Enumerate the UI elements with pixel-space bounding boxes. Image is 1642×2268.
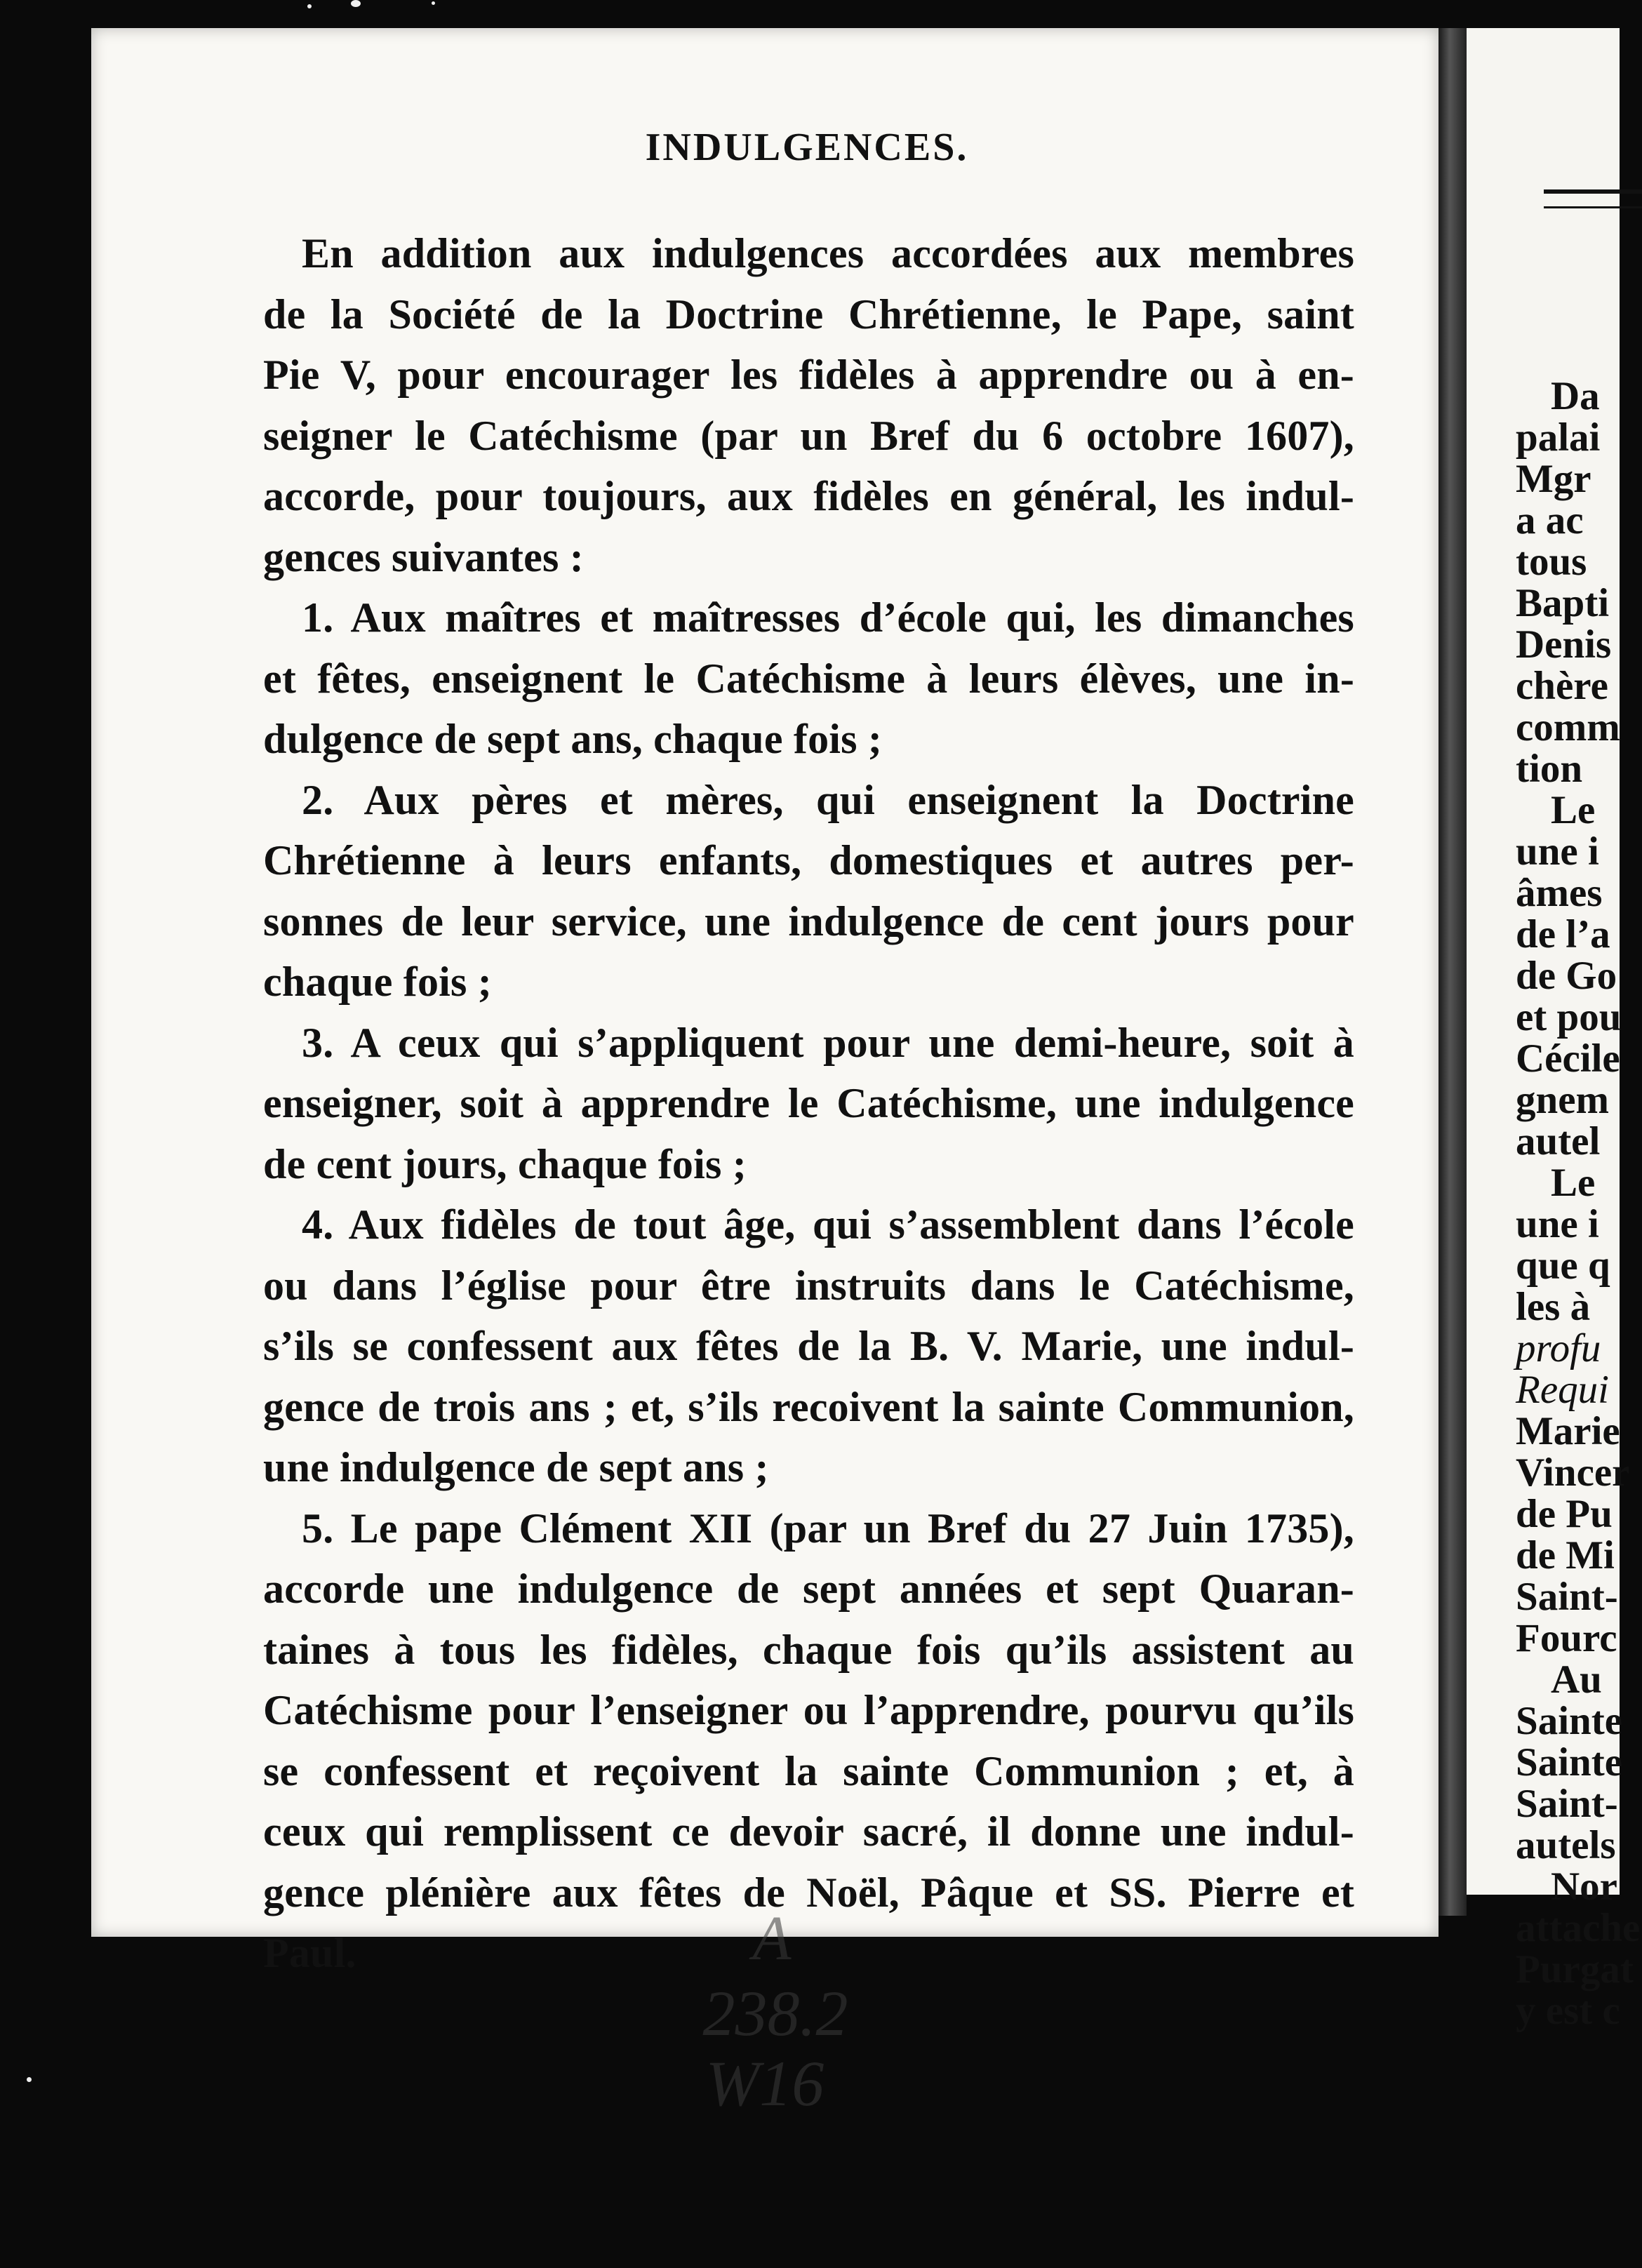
facing-line: Sainte [1516,1699,1623,1743]
page-title [0,125,1620,170]
text-line: une indulgence de sept ans ; [263,1444,769,1490]
text-line: Paul. [263,1930,356,1976]
facing-line: Da [1551,374,1600,418]
facing-line: attache [1516,1906,1641,1950]
facing-line: de l’a [1516,912,1610,956]
dust-speck [432,1,435,5]
text-line: et fêtes, enseignent le Catéchisme à leurs élèves, une in- [263,655,1354,702]
facing-line: Le [1551,788,1596,832]
facing-line: une i [1516,829,1599,874]
facing-line: les à [1516,1285,1591,1329]
text-line: Catéchisme pour l’enseigner ou l’apprendre, pourvu qu’ils [263,1687,1354,1733]
dust-speck [307,4,312,8]
facing-line: tous [1516,540,1587,584]
facing-line: tion [1516,747,1583,791]
facing-line: palai [1516,415,1601,460]
text-line: Pie V, pour encourager les fidèles à apprendre ou à en- [263,352,1354,398]
dust-speck [351,0,361,7]
text-line: 5. Le pape Clément XII (par un Bref du 27 Juin 1735), [302,1505,1354,1552]
facing-line: Requi [1516,1368,1609,1412]
facing-line: Nor [1551,1865,1617,1909]
page-title-text: INDULGENCES. [645,126,969,169]
facing-line: Purgat [1516,1947,1634,1992]
text-line: se confessent et reçoivent la sainte Communion ; et, à [263,1747,1354,1794]
facing-line: Cécile [1516,1036,1620,1081]
text-line: ceux qui remplissent ce devoir sacré, il donne une indul- [263,1808,1354,1855]
text-line: s’ils se confessent aux fêtes de la B. V. Marie, une indul- [263,1323,1354,1369]
dust-speck [27,2077,32,2082]
facing-line: y est c [1516,1989,1620,2033]
text-line: accorde une indulgence de sept années et sept Quaran- [263,1566,1354,1612]
facing-line: gnem [1516,1078,1609,1122]
text-line: accorde, pour toujours, aux fidèles en général, les indul- [263,473,1354,519]
text-line: dulgence de sept ans, chaque fois ; [263,716,883,762]
text-line: 2. Aux pères et mères, qui enseignent la Doctrine [302,776,1354,823]
text-line: seigner le Catéchisme (par un Bref du 6 octobre 1607), [263,412,1354,459]
facing-page-text [1516,375,1640,2032]
facing-line: Marie [1516,1409,1620,1453]
facing-line: âmes [1516,871,1603,915]
text-line: Chrétienne à leurs enfants, domestiques et autres per- [263,837,1354,883]
body-text [263,223,1354,1984]
facing-line: autel [1516,1119,1601,1163]
text-line: ou dans l’église pour être instruits dans le Catéchisme, [263,1262,1354,1309]
facing-line: chère [1516,664,1608,708]
text-line: gences suivantes : [263,533,584,580]
facing-line: que q [1516,1243,1610,1288]
text-line: gence plénière aux fêtes de Noël, Pâque et SS. Pierre et [263,1869,1354,1916]
double-rule [1544,189,1642,208]
facing-line: de Mi [1516,1533,1615,1577]
facing-line: Saint- [1516,1782,1618,1826]
text-line: enseigner, soit à apprendre le Catéchisme, une indulgence [263,1080,1354,1126]
text-line: En addition aux indulgences accordées aux membres [302,230,1354,276]
text-line: 3. A ceux qui s’appliquent pour une demi-heure, soit à [302,1019,1354,1066]
facing-line: autels [1516,1823,1616,1867]
facing-line: profu [1516,1326,1601,1370]
facing-line: de Pu [1516,1492,1613,1536]
text-line: de la Société de la Doctrine Chrétienne, le Pape, saint [263,291,1354,338]
facing-line: une i [1516,1202,1599,1246]
text-line: gence de trois ans ; et, s’ils recoivent la sainte Communion, [263,1383,1354,1430]
facing-line: Denis [1516,622,1612,667]
text-line: sonnes de leur service, une indulgence de cent jours pour [263,898,1354,945]
facing-line: Mgr [1516,457,1591,501]
text-line: 4. Aux fidèles de tout âge, qui s’assemblent dans l’école [302,1201,1354,1248]
facing-line: et pou [1516,995,1622,1039]
facing-line: Au [1551,1657,1602,1702]
page-gutter [1439,28,1467,1916]
facing-line: Fourc [1516,1616,1617,1660]
facing-page [1467,28,1641,2033]
facing-line: a ac [1516,498,1584,542]
text-line: 1. Aux maîtres et maîtresses d’école qui, les dimanches [302,594,1354,641]
shelfmark-line-1: A [752,1904,792,1973]
facing-line: Le [1551,1161,1596,1205]
text-line: taines à tous les fidèles, chaque fois qu’ils assistent au [263,1626,1354,1673]
facing-line: Bapti [1516,581,1610,625]
text-line: chaque fois ; [263,959,492,1005]
facing-line: Sainte [1516,1740,1623,1785]
shelfmark-line-2: 238.2 [702,1977,848,2049]
facing-line: Vincer [1516,1450,1630,1495]
facing-line: de Go [1516,954,1617,998]
facing-line: Saint- [1516,1575,1618,1619]
facing-line: comm [1516,705,1620,749]
handwritten-shelfmark [653,1895,905,2119]
text-line: de cent jours, chaque fois ; [263,1140,747,1187]
shelfmark-line-3: W16 [705,2048,825,2119]
